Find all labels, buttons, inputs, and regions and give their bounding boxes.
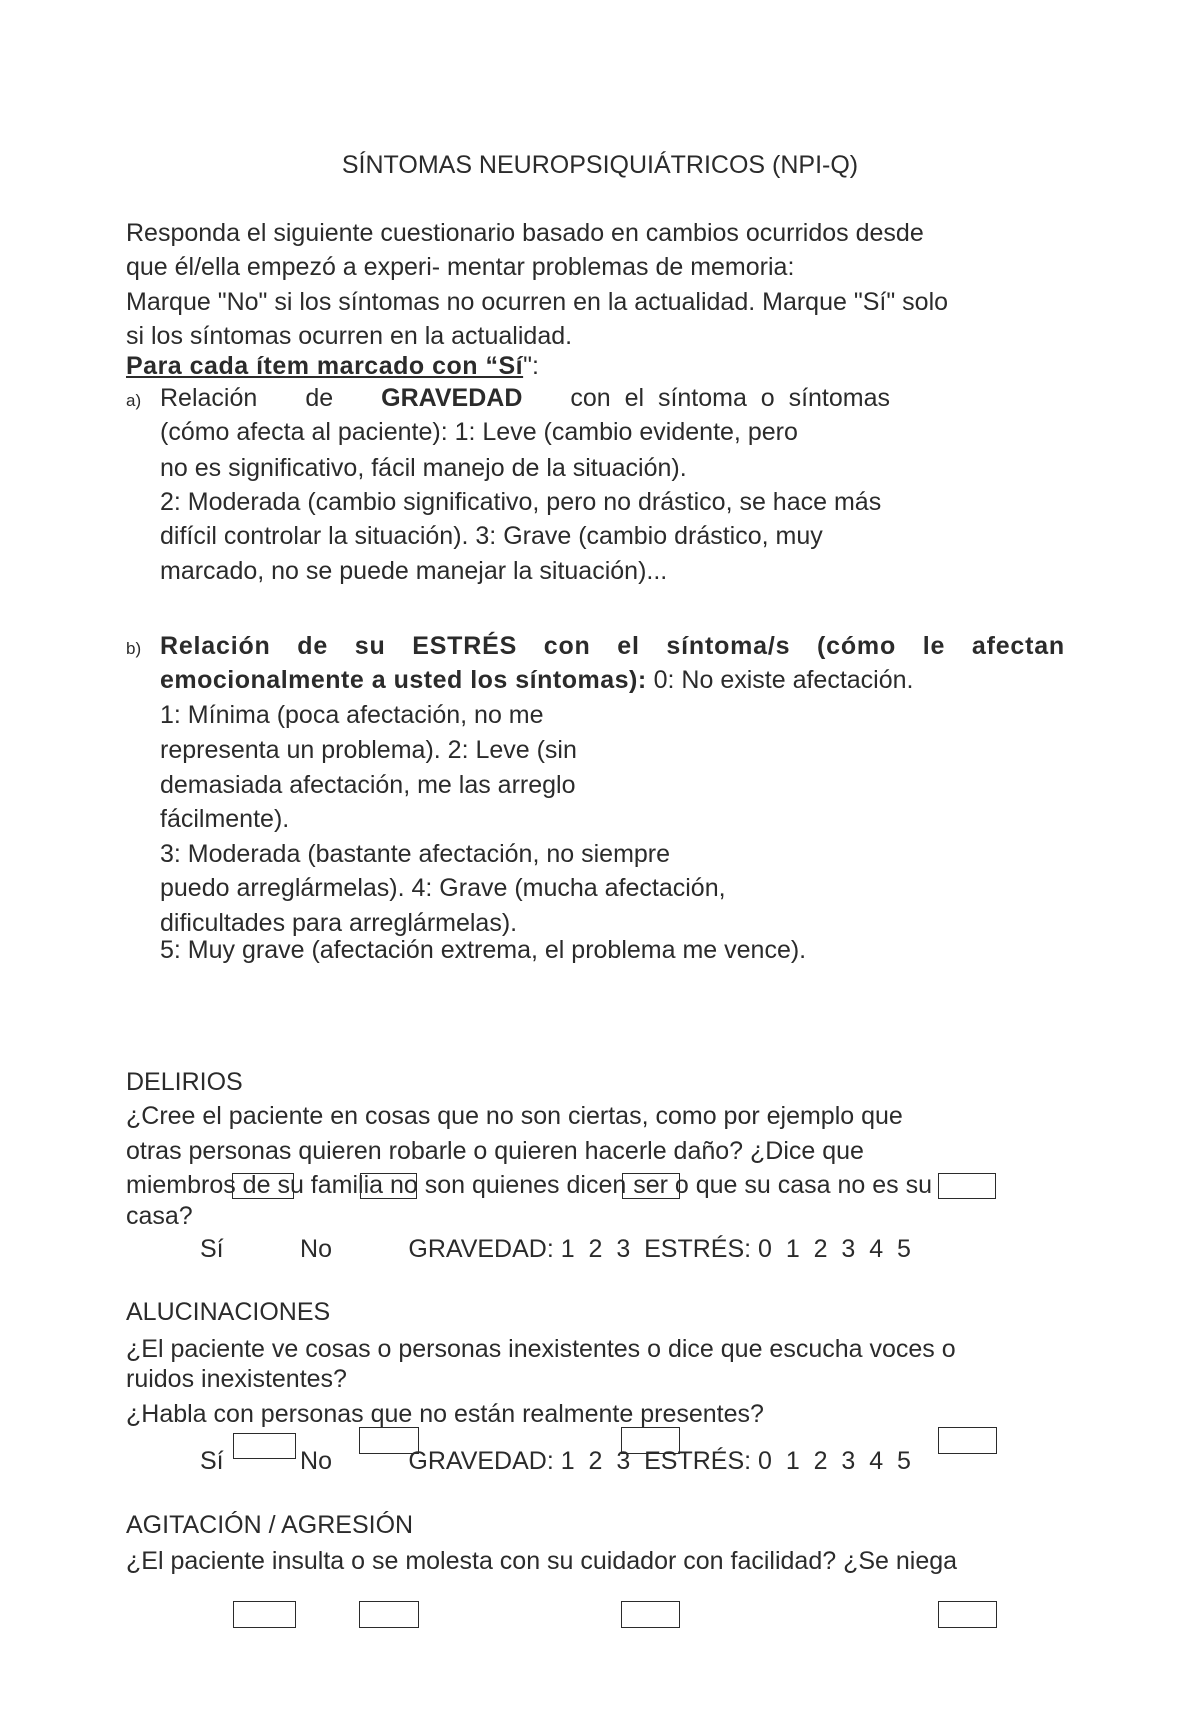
item-b-line-1: Relación de su ESTRÉS con el síntoma/s (cómo le afectan	[160, 632, 1065, 660]
agitacion-checkbox-gravedad[interactable]	[621, 1601, 680, 1628]
delirios-answers: Sí No GRAVEDAD: 1 2 3 ESTRÉS: 0 1 2 3 4 5	[200, 1235, 911, 1263]
agitacion-q1: ¿El paciente insulta o se molesta con su cuidador con facilidad? ¿Se niega	[126, 1547, 958, 1575]
item-a-rest: con el síntoma o síntomas	[570, 384, 890, 412]
instructions-heading-text: Para cada ítem marcado con “Sí	[126, 352, 524, 380]
intro-line-3: Marque "No" si los síntomas no ocurren en la actualidad. Marque "Sí" solo	[126, 288, 949, 316]
item-b-line-2	[160, 665, 913, 695]
delirios-q1: ¿Cree el paciente en cosas que no son ciertas, como por ejemplo que	[126, 1102, 903, 1130]
delirios-q3: miembros de su familia no son quienes dicen ser o que su casa no es su	[126, 1171, 933, 1199]
item-a-marker: a)	[126, 391, 142, 410]
item-a-line-1	[160, 383, 890, 413]
item-b-marker: b)	[126, 639, 142, 658]
alucinaciones-checkbox-estres[interactable]	[938, 1427, 997, 1454]
intro-line-4: si los síntomas ocurren en la actualidad.	[126, 322, 573, 350]
item-b-line-10: 5: Muy grave (afectación extrema, el problema me vence).	[160, 936, 807, 964]
item-b-line-7: 3: Moderada (bastante afectación, no siempre	[160, 840, 671, 868]
delirios-checkbox-estres[interactable]	[938, 1173, 996, 1199]
item-b-line-4: representa un problema). 2: Leve (sin	[160, 736, 577, 764]
alucinaciones-answers: Sí No GRAVEDAD: 1 2 3 ESTRÉS: 0 1 2 3 4 5	[200, 1447, 911, 1475]
item-a-line-2: (cómo afecta al paciente): 1: Leve (cambio evidente, pero	[160, 418, 798, 446]
item-a-gravedad: GRAVEDAD	[381, 384, 523, 412]
item-b-bold: emocionalmente a usted los síntomas):	[160, 666, 647, 694]
intro-line-1: Responda el siguiente cuestionario basado en cambios ocurridos desde	[126, 219, 924, 247]
delirios-checkbox-no[interactable]	[360, 1173, 417, 1199]
delirios-checkbox-gravedad[interactable]	[622, 1173, 680, 1199]
item-a-relacion: Relación	[160, 384, 258, 412]
alucinaciones-q3: ¿Habla con personas que no están realmente presentes?	[126, 1400, 764, 1428]
agitacion-checkbox-si[interactable]	[233, 1601, 296, 1628]
intro-line-2: que él/ella empezó a experi- mentar problemas de memoria:	[126, 253, 795, 281]
alucinaciones-q2: ruidos inexistentes?	[126, 1365, 347, 1393]
agitacion-checkbox-no[interactable]	[359, 1601, 419, 1628]
item-a-line-6: marcado, no se puede manejar la situación)...	[160, 557, 668, 585]
page-title: SÍNTOMAS NEUROPSIQUIÁTRICOS (NPI-Q)	[341, 151, 859, 179]
delirios-checkbox-si[interactable]	[232, 1173, 294, 1199]
delirios-heading: DELIRIOS	[126, 1068, 243, 1096]
alucinaciones-q1: ¿El paciente ve cosas o personas inexistentes o dice que escucha voces o	[126, 1335, 956, 1363]
item-b-line-5: demasiada afectación, me las arreglo	[160, 771, 576, 799]
item-a-line-5: difícil controlar la situación). 3: Grave (cambio drástico, muy	[160, 522, 823, 550]
agitacion-heading: AGITACIÓN / AGRESIÓN	[126, 1511, 414, 1539]
instructions-heading	[126, 351, 539, 381]
item-b-line-3: 1: Mínima (poca afectación, no me	[160, 701, 544, 729]
item-b-line-6: fácilmente).	[160, 805, 290, 833]
item-b-rest: 0: No existe afectación.	[646, 666, 914, 694]
alucinaciones-heading: ALUCINACIONES	[126, 1298, 331, 1326]
item-b-line-8: puedo arreglármelas). 4: Grave (mucha afectación,	[160, 874, 726, 902]
item-a-line-3: no es significativo, fácil manejo de la situación).	[160, 454, 687, 482]
instructions-heading-tail: ":	[523, 352, 539, 380]
item-b-line-9: dificultades para arreglármelas).	[160, 909, 518, 937]
delirios-q4: casa?	[126, 1202, 193, 1230]
item-a-line-4: 2: Moderada (cambio significativo, pero no drástico, se hace más	[160, 488, 882, 516]
delirios-q2: otras personas quieren robarle o quieren hacerle daño? ¿Dice que	[126, 1137, 864, 1165]
item-a-de: de	[305, 384, 334, 412]
agitacion-checkbox-estres[interactable]	[938, 1601, 997, 1628]
